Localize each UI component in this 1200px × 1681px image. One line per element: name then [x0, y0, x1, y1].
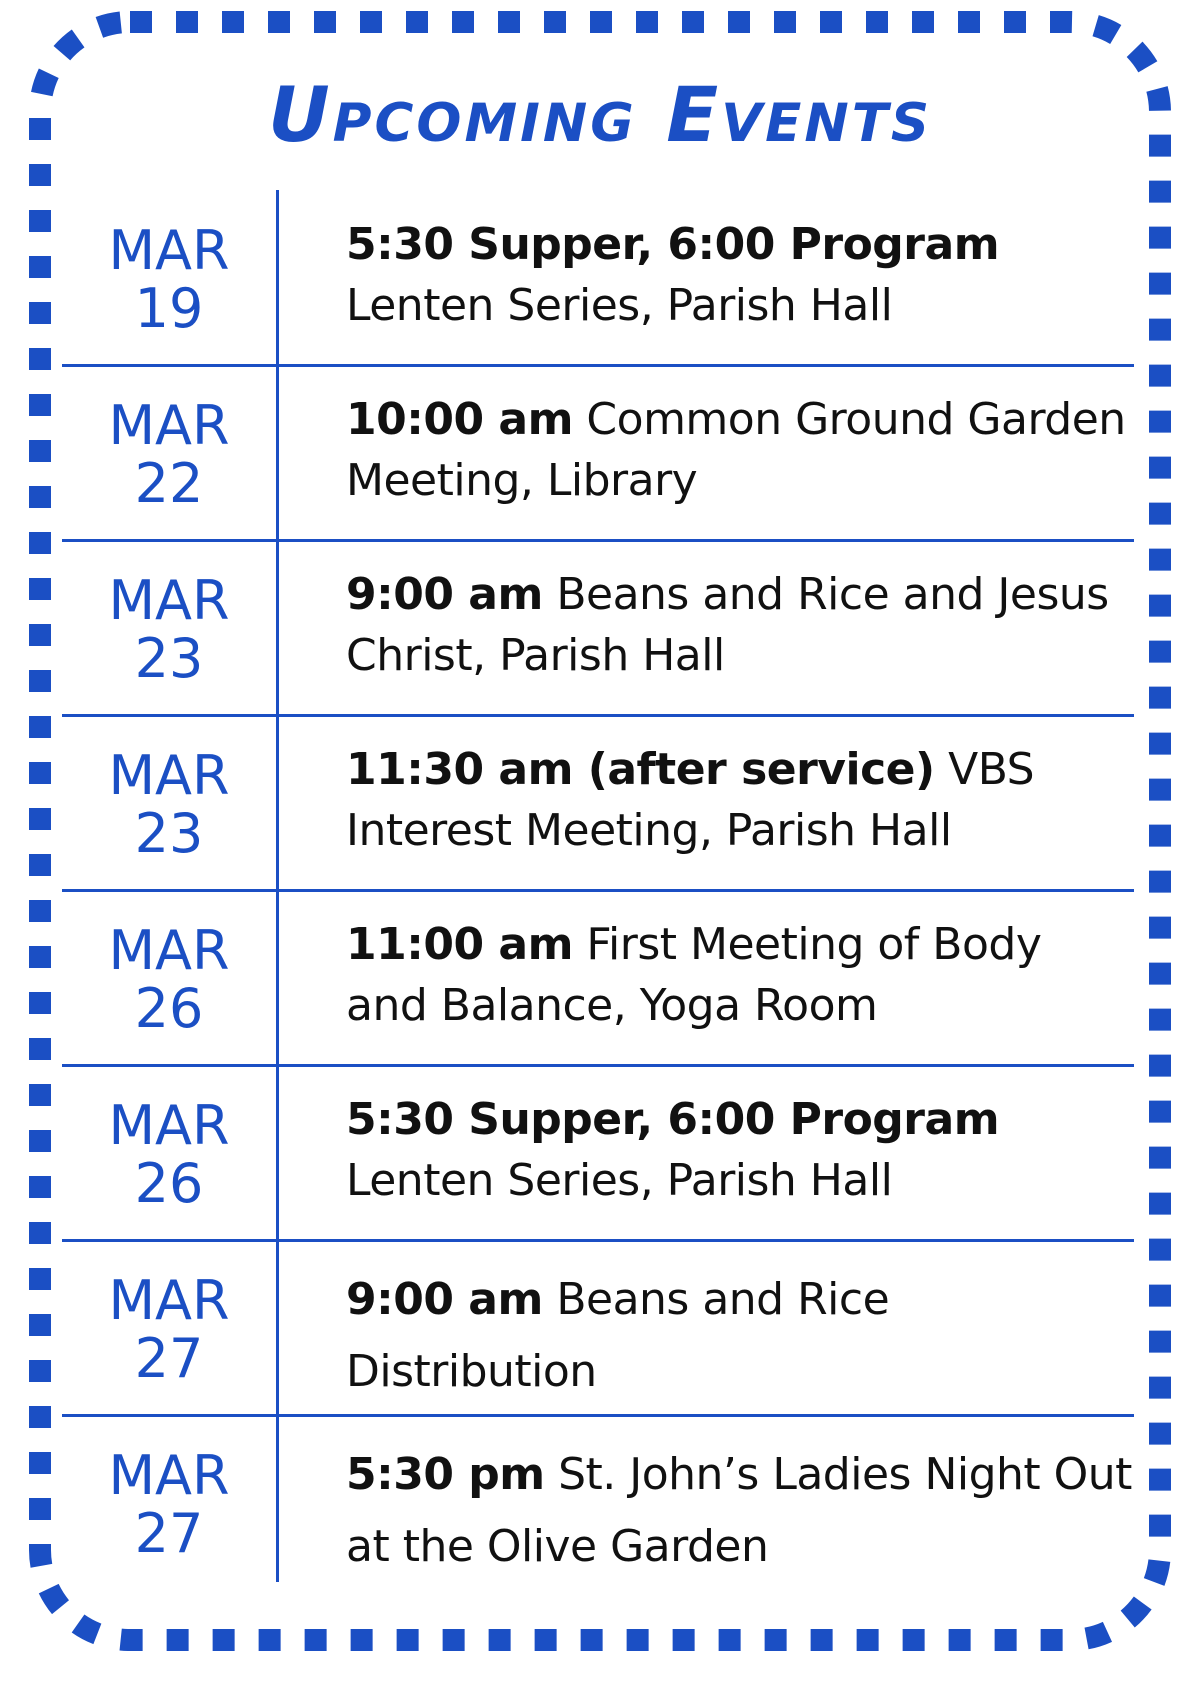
event-day: 19 [134, 277, 204, 340]
event-day: 23 [134, 802, 204, 865]
event-text: Beans and Rice and Jesus Christ, Parish Hall [346, 569, 1109, 681]
event-month: MAR [108, 219, 230, 282]
event-day: 27 [134, 1327, 204, 1390]
event-text: First Meeting of Body and Balance, Yoga Room [346, 919, 1042, 1031]
event-month: MAR [108, 744, 230, 807]
event-month: MAR [108, 1269, 230, 1332]
event-month: MAR [108, 919, 230, 982]
event-text: Lenten Series, Parish Hall [346, 280, 893, 331]
event-date [62, 569, 276, 690]
event-day: 26 [134, 1152, 204, 1215]
event-description [346, 1089, 1136, 1211]
event-month: MAR [108, 1444, 230, 1507]
event-time: 9:00 am [346, 1274, 543, 1325]
event-time: 11:30 am (after service) [346, 744, 935, 795]
event-month: MAR [108, 394, 230, 457]
event-day: 26 [134, 977, 204, 1040]
event-row [62, 1067, 1134, 1242]
event-day: 23 [134, 627, 204, 690]
event-description [346, 1439, 1136, 1583]
event-text: Lenten Series, Parish Hall [346, 1155, 893, 1206]
event-text: Common Ground Garden Meeting, Library [346, 394, 1126, 506]
event-row [62, 542, 1134, 717]
event-description [346, 214, 1136, 336]
event-date [62, 219, 276, 340]
event-date [62, 394, 276, 515]
event-row [62, 1242, 1134, 1417]
event-month: MAR [108, 569, 230, 632]
event-row [62, 892, 1134, 1067]
event-text: St. John’s Ladies Night Out at the Olive Garden [346, 1449, 1132, 1572]
event-time: 10:00 am [346, 394, 573, 445]
event-date [62, 919, 276, 1040]
event-day: 27 [134, 1502, 204, 1565]
event-time: 9:00 am [346, 569, 543, 620]
event-time: 5:30 Supper, 6:00 Program [346, 1094, 1000, 1145]
event-text: VBS Interest Meeting, Parish Hall [346, 744, 1035, 856]
event-description [346, 1264, 1136, 1408]
page-title: Upcoming Events [267, 70, 933, 159]
event-description [346, 389, 1136, 511]
event-day: 22 [134, 452, 204, 515]
event-row [62, 192, 1134, 367]
event-date [62, 1444, 276, 1565]
event-month: MAR [108, 1094, 230, 1157]
event-time: 5:30 Supper, 6:00 Program [346, 219, 1000, 270]
event-date [62, 744, 276, 865]
event-time: 11:00 am [346, 919, 573, 970]
event-time: 5:30 pm [346, 1449, 545, 1500]
event-description [346, 564, 1136, 686]
event-description [346, 914, 1136, 1036]
event-row [62, 1417, 1134, 1592]
event-text: Beans and Rice Distribution [346, 1274, 890, 1397]
event-description [346, 739, 1136, 861]
event-row [62, 367, 1134, 542]
event-row [62, 717, 1134, 892]
event-date [62, 1269, 276, 1390]
event-date [62, 1094, 276, 1215]
